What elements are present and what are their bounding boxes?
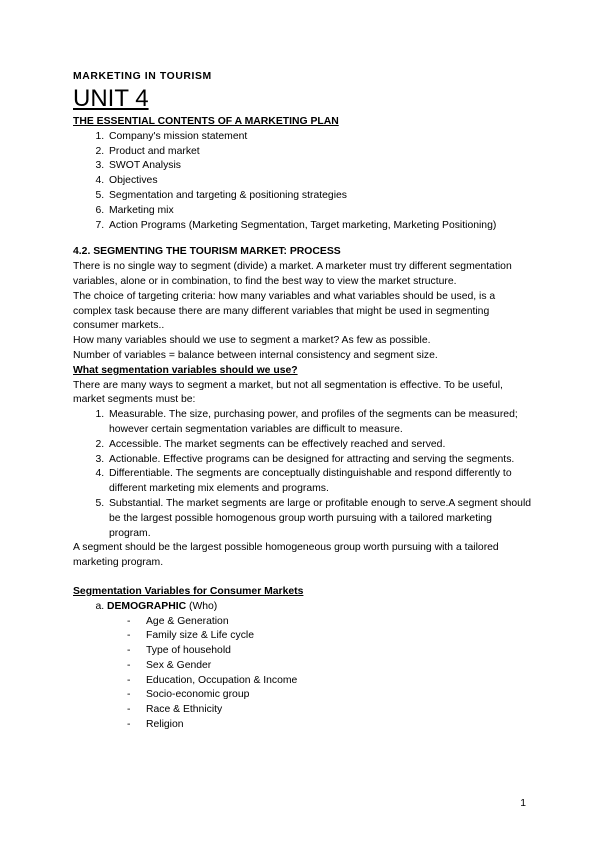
paragraph: There are many ways to segment a market, but not all segmentation is effective. To be useful, market segments must be: bbox=[73, 379, 503, 406]
list-item: - Sex & Gender bbox=[127, 659, 535, 674]
consumer-heading: Segmentation Variables for Consumer Markets bbox=[73, 585, 304, 597]
list-item: 7. Action Programs (Marketing Segmentation, Target marketing, Marketing Positioning) bbox=[107, 219, 535, 234]
paragraph: Number of variables = balance between internal consistency and segment size. bbox=[73, 349, 438, 361]
list-item: - Religion bbox=[127, 718, 535, 733]
variables-heading: What segmentation variables should we use? bbox=[73, 364, 298, 376]
list-item: - Type of household bbox=[127, 644, 535, 659]
demographic-list bbox=[107, 615, 535, 733]
list-item: 2. Accessible. The market segments can be effectively reached and served. bbox=[107, 438, 535, 453]
list-item: 6. Marketing mix bbox=[107, 204, 535, 219]
list-item: - Age & Generation bbox=[127, 615, 535, 630]
list-item: 3. Actionable. Effective programs can be designed for attracting and serving the segments. bbox=[107, 453, 535, 468]
list-item: 5. Substantial. The market segments are large or profitable enough to serve.A segment should be the largest possible homogenous group worth pursuing with a tailored marketing program. bbox=[107, 497, 535, 541]
list-item: 4. Differentiable. The segments are conceptually distinguishable and respond differently to different marketing mix elements and programs. bbox=[107, 467, 535, 497]
demographic-label: DEMOGRAPHIC bbox=[107, 600, 187, 612]
criteria-list bbox=[73, 408, 535, 541]
list-item: 3. SWOT Analysis bbox=[107, 159, 535, 174]
paragraph: How many variables should we use to segment a market? As few as possible. bbox=[73, 335, 431, 347]
list-item: 1. Company's mission statement bbox=[107, 130, 535, 145]
list-item: - Family size & Life cycle bbox=[127, 629, 535, 644]
course-title: MARKETING IN TOURISM bbox=[73, 71, 212, 82]
list-item: 4. Objectives bbox=[107, 174, 535, 189]
demographic-note: (Who) bbox=[186, 600, 218, 612]
plan-list bbox=[73, 130, 535, 234]
list-item: 1. Measurable. The size, purchasing power, and profiles of the segments can be measured; however certain segmentation variables are difficult to measure. bbox=[107, 408, 535, 438]
list-item: - Race & Ethnicity bbox=[127, 703, 535, 718]
paragraph: There is no single way to segment (divide) a market. A marketer must try different segmentation variables, alone or in combination, to find the best way to view the market structure. bbox=[73, 261, 512, 287]
consumer-variables-list bbox=[73, 600, 535, 733]
unit-heading: UNIT 4 bbox=[73, 85, 149, 112]
page-number: 1 bbox=[520, 798, 526, 809]
list-item: 2. Product and market bbox=[107, 145, 535, 160]
list-item: - Education, Occupation & Income bbox=[127, 674, 535, 689]
plan-heading: THE ESSENTIAL CONTENTS OF A MARKETING PLAN bbox=[73, 116, 339, 127]
paragraph: A segment should be the largest possible homogeneous group worth pursuing with a tailored marketing program. bbox=[73, 542, 499, 569]
paragraph: The choice of targeting criteria: how many variables and what variables should be used, is a complex task because there are many different variables that might be used in segmenting consumer markets.. bbox=[73, 290, 496, 332]
list-item: 5. Segmentation and targeting & positioning strategies bbox=[107, 189, 535, 204]
list-item: - Socio-economic group bbox=[127, 688, 535, 703]
process-heading: 4.2. SEGMENTING THE TOURISM MARKET: PROCESS bbox=[73, 246, 341, 258]
page-content bbox=[73, 70, 535, 733]
list-item bbox=[107, 600, 535, 733]
